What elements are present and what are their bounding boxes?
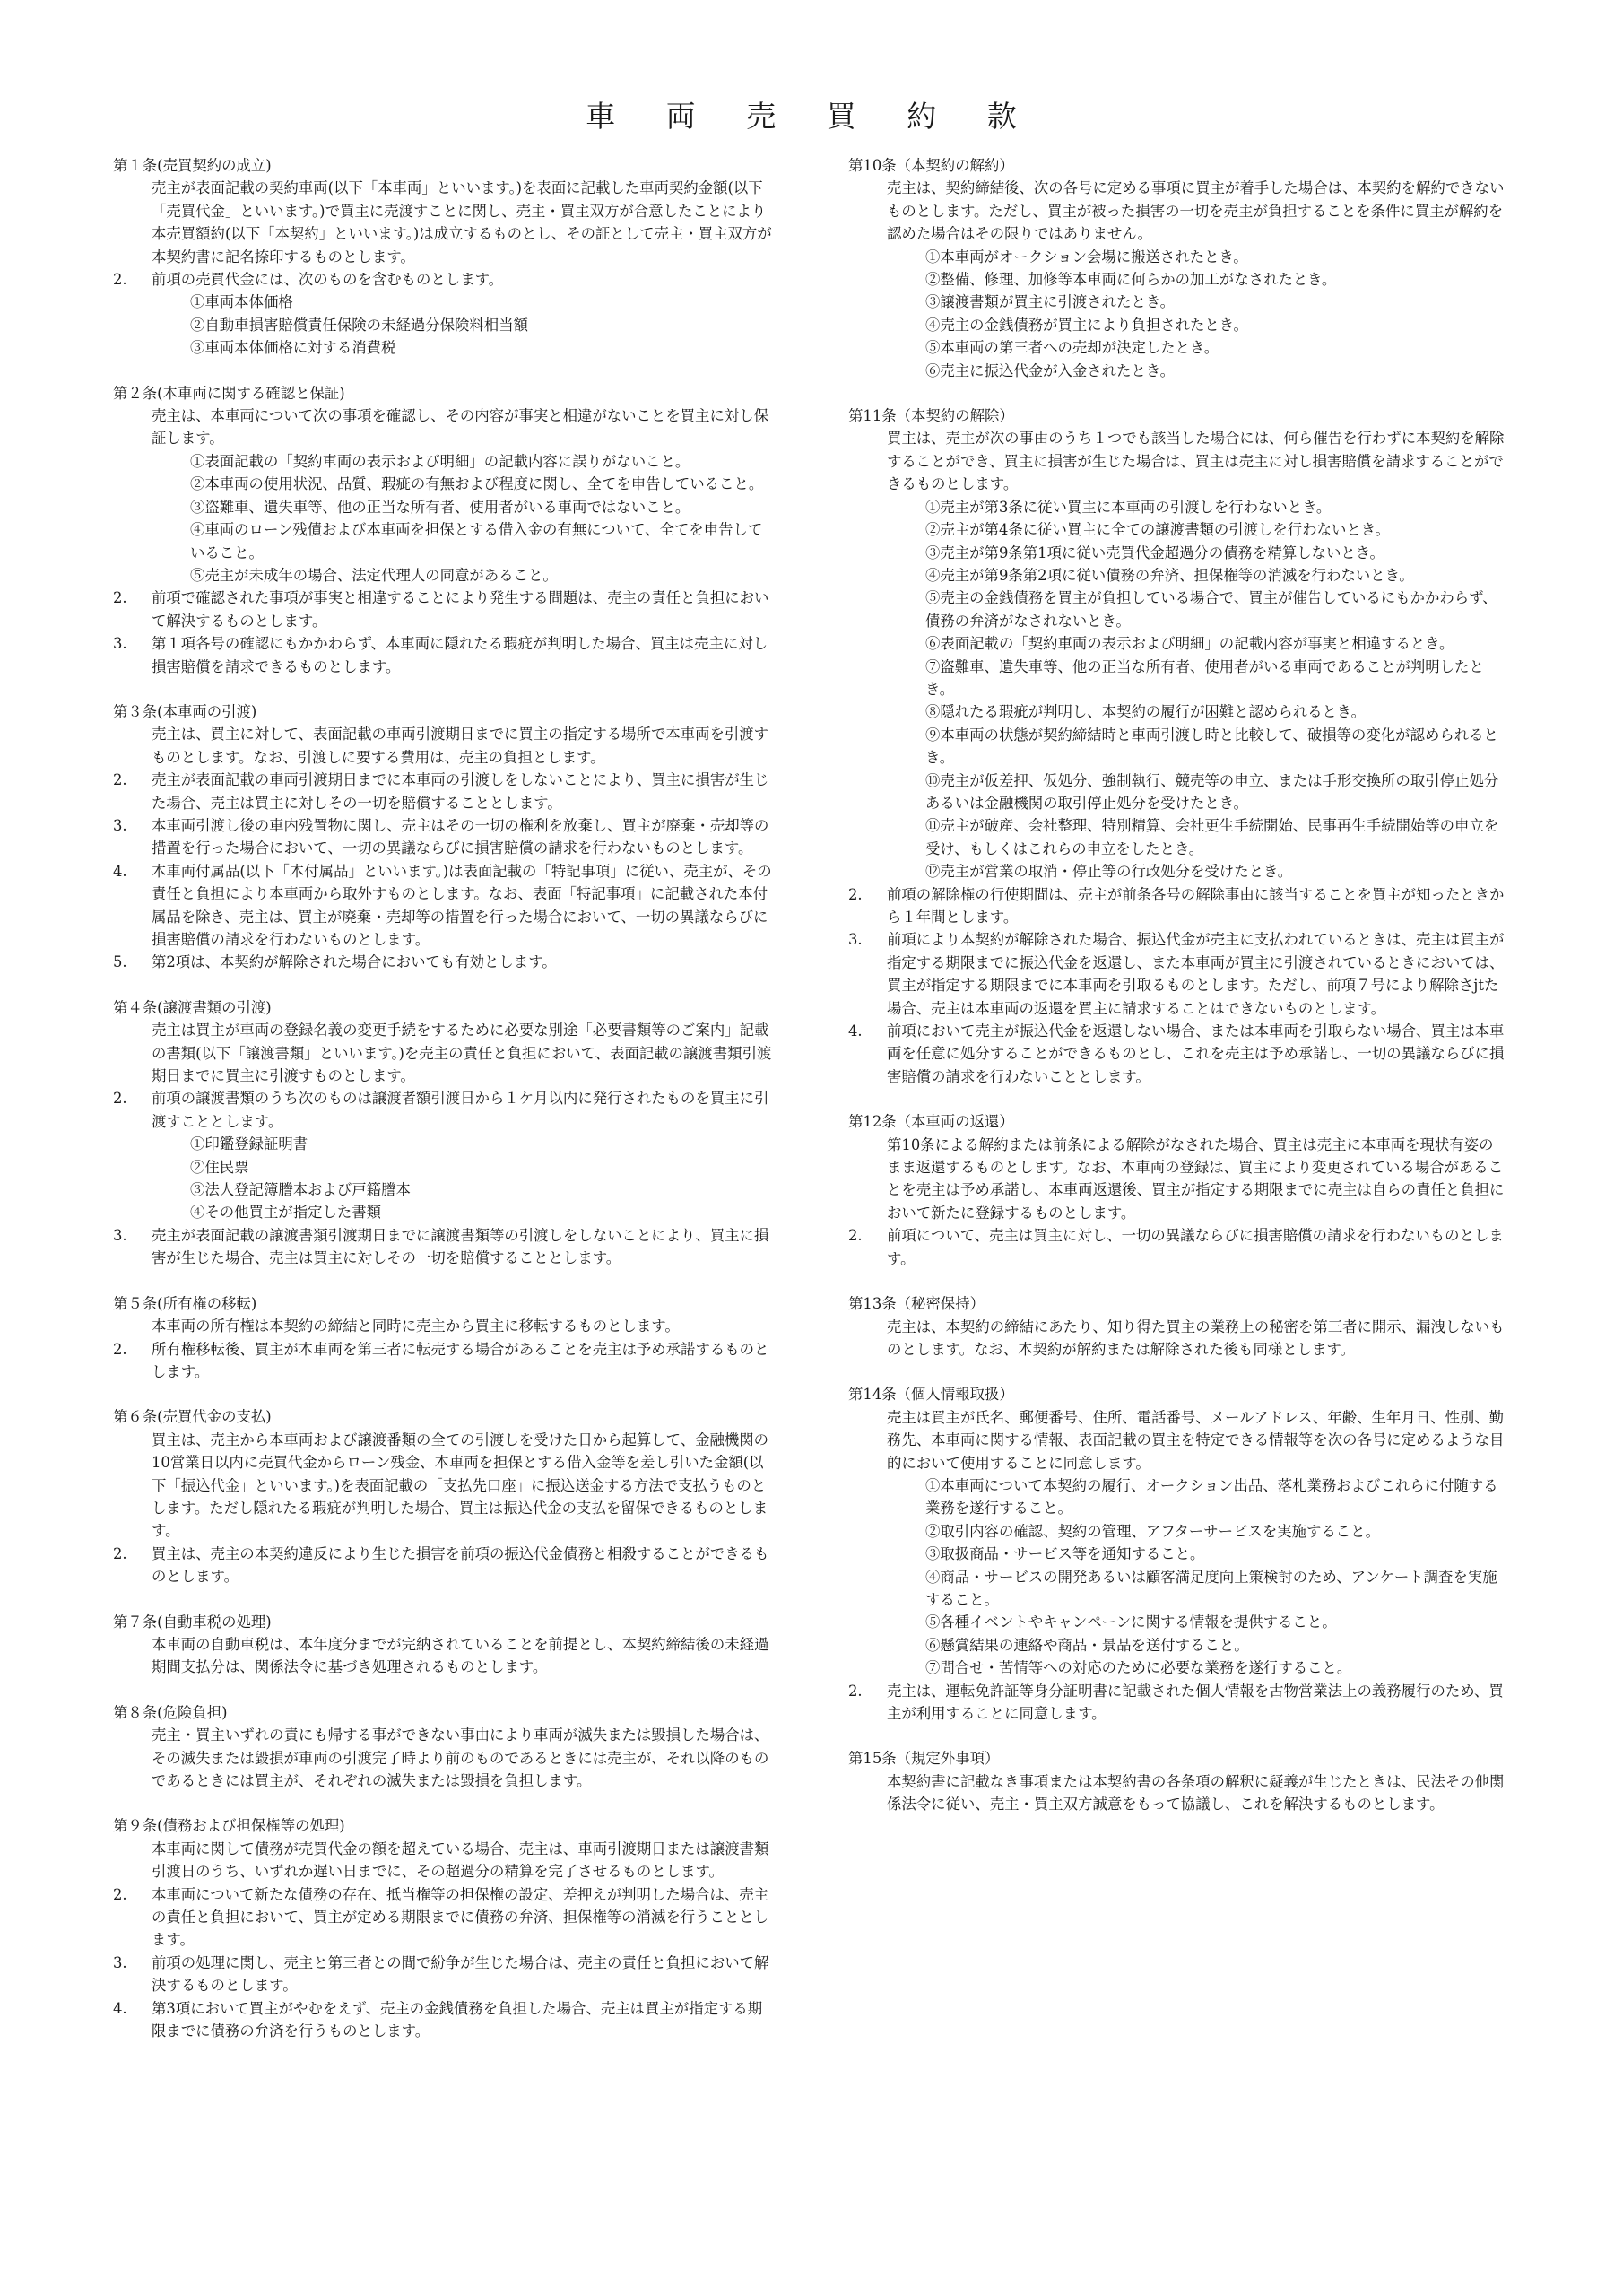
article <box>848 1110 1507 1270</box>
clause-text: 前項の譲渡書類のうち次のものは譲渡者額引渡日から１ケ月以内に発行されたものを買主に引渡すこととします。 <box>152 1090 769 1130</box>
clause-item: ①売主が第3条に従い買主に本車両の引渡しを行わないとき。 <box>925 498 1332 516</box>
clause-item: ⑤売主の金銭債務を買主が負担している場合で、買主が催告しているにもかかわらず、債務の弁済がなされないとき。 <box>925 589 1497 630</box>
clause-text: 買主は、売主から本車両および譲渡番類の全ての引渡しを受けた日から起算して、金融機関の10営業日以内に売買代金からローン残金、本車両を担保とする借入金等を差し引いた金額(以下「振込代金」といいます。)を表面記載の「支払先口座」に振込送金する方法で支払うものとします。ただし隠れたる瑕疵が判明した場合、買主は振込代金の支払を留保できるものとします。 <box>152 1431 769 1540</box>
clause-paragraph <box>848 1680 1507 1726</box>
document-title: 車 両 売 買 約 款 <box>586 99 1037 134</box>
clause-number: 3. <box>113 635 127 653</box>
clause-text: 売主は買主が車両の登録名義の変更手続をするために必要な別途「必要書類等のご案内」記載の書類(以下「譲渡書類」といいます。)を売主の責任と負担において、表面記載の譲渡書類引渡期日までに買主に引渡すものとします。 <box>152 1022 772 1085</box>
clause-number: 2. <box>848 1227 863 1245</box>
article-heading: 第11条（本契約の解除） <box>848 407 1014 425</box>
article <box>848 404 1507 1088</box>
clause-number: 3. <box>113 1226 127 1244</box>
article-heading: 第６条(売買代金の支払) <box>113 1408 272 1426</box>
article-heading: 第３条(本車両の引渡) <box>113 702 257 720</box>
clause-paragraph <box>113 1338 772 1384</box>
clause-paragraph <box>113 632 772 678</box>
clause-item: ⑤本車両の第三者への売却が決定したとき。 <box>925 339 1219 357</box>
clause-text: 本車両の自動車税は、本年度分までが完納されていることを前提とし、本契約締結後の未経過期間支払分は、関係法令に基づき処理されるものとします。 <box>152 1635 769 1676</box>
right-column <box>848 154 1507 1839</box>
clause-text: 売主は、本契約の締結にあたり、知り得た買主の業務上の秘密を第三者に開示、漏洩しないものとします。なお、本契約が解約または解除された後も同様とします。 <box>887 1318 1505 1358</box>
article-heading: 第９条(債務および担保権等の処理) <box>113 1817 345 1835</box>
clause-number: 2. <box>113 1090 127 1108</box>
clause-item: ④売主が第9条第2項に従い債務の弁済、担保権等の消滅を行わないとき。 <box>925 566 1414 584</box>
clause-item: ⑦問合せ・苦情等への対応のために必要な業務を遂行すること。 <box>925 1659 1352 1677</box>
clause-text: 売主は、買主に対して、表面記載の車両引渡期日までに買主の指定する場所で本車両を引渡すものとします。なお、引渡しに要する費用は、売主の負担とします。 <box>152 726 769 766</box>
clause-item: ②整備、修理、加修等本車両に何らかの加工がなされたとき。 <box>925 271 1337 289</box>
clause-item: ②自動車損害賠償責任保険の未経過分保険料相当額 <box>190 316 528 334</box>
clause-text: 本車両付属品(以下「本付属品」といいます。)は表面記載の「特記事項」に従い、売主が、その責任と負担により本車両から取外すものとします。なお、表面「特記事項」に記載された本付属品を除き、売主は、買主が廃棄・売却等の措置を行った場合において、一切の異議ならびに損害賠償の請求を行わないものとします。 <box>152 862 772 948</box>
clause-text: 所有権移転後、買主が本車両を第三者に転売する場合があることを売主は予め承諾するものとします。 <box>152 1340 769 1380</box>
clause-paragraph <box>848 177 1507 382</box>
clause-item: ④売主の金銭債務が買主により負担されたとき。 <box>925 316 1248 334</box>
clause-text: 本車両に関して債務が売買代金の額を超えている場合、売主は、車両引渡期日または譲渡書類引渡日のうち、いずれか遅い日までに、その超過分の精算を完了させるものとします。 <box>152 1839 769 1881</box>
article-heading: 第５条(所有権の移転) <box>113 1294 257 1312</box>
clause-number: 4. <box>113 862 127 880</box>
clause-text: 売主・買主いずれの責にも帰する事ができない事由により車両が滅失または毀損した場合は、その滅失または毀損が車両の引渡完了時より前のものであるときには売主が、それ以降のものであるときには買主が、それぞれの滅失または毀損を負担します。 <box>152 1726 769 1789</box>
clause-item-list <box>152 450 772 587</box>
clause-text: 買主は、売主が次の事由のうち１つでも該当した場合には、何ら催告を行わずに本契約を解除することができ、買主に損害が生じた場合は、買主は売主に対し損害賠償を請求することができるものとします。 <box>887 430 1505 493</box>
article <box>113 1292 772 1384</box>
clause-item: ①本車両がオークション会場に搬送されたとき。 <box>925 248 1248 265</box>
clause-paragraph <box>113 1019 772 1087</box>
article <box>113 154 772 360</box>
clause-text: 第10条による解約または前条による解除がなされた場合、買主は売主に本車両を現状有姿のまま返還するものとします。なお、本車両の登録は、買主により変更されている場合があることを売主は予め承諾し、本車両返還後、買主が指定する期限までに売主は自らの責任と負担において新たに登録するものとします。 <box>887 1135 1505 1222</box>
clause-paragraph <box>848 928 1507 1020</box>
clause-paragraph <box>113 1543 772 1588</box>
clause-item: ⑤売主が未成年の場合、法定代理人の同意があること。 <box>190 566 558 584</box>
clause-paragraph <box>113 860 772 952</box>
article <box>113 996 772 1270</box>
article-heading: 第12条（本車両の返還） <box>848 1113 1014 1131</box>
clause-paragraph <box>113 1633 772 1679</box>
clause-paragraph <box>848 1770 1507 1816</box>
clause-item: ③取扱商品・サービス等を通知すること。 <box>925 1545 1205 1563</box>
clause-paragraph <box>113 404 772 587</box>
clause-item: ⑦盗難車、遺失車等、他の正当な所有者、使用者がいる車両であることが判明したとき。 <box>925 657 1484 698</box>
clause-text: 前項の売買代金には、次のものを含むものとします。 <box>152 271 504 289</box>
clause-number: 3. <box>848 931 863 949</box>
clause-text: 本契約書に記載なき事項または本契約書の各条項の解釈に疑義が生じたときは、民法その他関係法令に従い、売主・買主双方誠意をもって協議し、これを解決するものとします。 <box>887 1772 1505 1813</box>
clause-number: 4. <box>848 1022 863 1040</box>
clause-item: ⑨本車両の状態が契約締結時と車両引渡し時と比較して、破損等の変化が認められるとき。 <box>925 726 1498 767</box>
clause-paragraph <box>113 177 772 268</box>
clause-number: 3. <box>113 1953 127 1971</box>
clause-paragraph <box>848 427 1507 883</box>
clause-item: ④商品・サービスの開発あるいは顧客満足度向上策検討のため、アンケート調査を実施すること。 <box>925 1568 1497 1608</box>
clause-item-list <box>887 1474 1507 1680</box>
clause-text: 第3項において買主がやむをえず、売主の金銭債務を負担した場合、売主は買主が指定する期限までに債務の弁済を行うものとします。 <box>152 1999 763 2040</box>
clause-paragraph <box>848 1134 1507 1225</box>
clause-text: 買主は、売主の本契約違反により生じた損害を前項の振込代金債務と相殺することができるものとします。 <box>152 1544 769 1586</box>
clause-number: 2. <box>848 885 863 903</box>
clause-paragraph <box>113 814 772 860</box>
clause-text: 売主は買主が氏名、郵便番号、住所、電話番号、メールアドレス、年齢、生年月日、性別、勤務先、本車両に関する情報、表面記載の買主を特定できる情報等を次の各号に定めるような目的において使用することに同意します。 <box>887 1408 1505 1472</box>
clause-text: 売主は、運転免許証等身分証明書に記載された個人情報を古物営業法上の義務履行のため、買主が利用することに同意します。 <box>887 1682 1504 1722</box>
clause-item: ⑧隠れたる瑕疵が判明し、本契約の履行が困難と認められるとき。 <box>925 703 1367 721</box>
clause-item: ④車両のローン残債および本車両を担保とする借入金の有無について、全てを申告していること。 <box>190 521 763 561</box>
clause-number: 2. <box>848 1682 863 1700</box>
clause-number: 2. <box>113 271 127 289</box>
clause-paragraph <box>113 769 772 814</box>
clause-number: 5. <box>113 953 127 971</box>
article-heading: 第１条(売買契約の成立) <box>113 157 272 174</box>
clause-item: ①印鑑登録証明書 <box>190 1135 308 1153</box>
clause-paragraph <box>113 1315 772 1337</box>
clause-paragraph <box>848 1406 1507 1680</box>
article <box>113 1701 772 1793</box>
clause-number: 2. <box>113 1885 127 1903</box>
clause-item: ③盗難車、遺失車等、他の正当な所有者、使用者がいる車両ではないこと。 <box>190 498 690 516</box>
clause-item: ⑥売主に振込代金が入金されたとき。 <box>925 361 1175 379</box>
article-heading: 第13条（秘密保持） <box>848 1295 985 1313</box>
article-heading: 第15条（規定外事項） <box>848 1750 1000 1768</box>
clause-number: 2. <box>113 1340 127 1358</box>
clause-item: ④その他買主が指定した書類 <box>190 1204 382 1222</box>
clause-text: 売主が表面記載の譲渡書類引渡期日までに譲渡書類等の引渡しをしないことにより、買主に損害が生じた場合、売主は買主に対しその一切を賠償することとします。 <box>152 1226 769 1267</box>
clause-text: 売主は、契約締結後、次の各号に定める事項に買主が着手した場合は、本契約を解約できないものとします。ただし、買主が被った損害の一切を売主が負担することを条件に買主が解約を認めた場合はその限りではありません。 <box>887 179 1505 243</box>
clause-text: 前項について、売主は買主に対し、一切の異議ならびに損害賠償の請求を行わないものとします。 <box>887 1227 1504 1267</box>
clause-paragraph <box>113 1429 772 1543</box>
clause-item: ⑫売主が営業の取消・停止等の行政処分を受けたとき。 <box>925 863 1293 881</box>
clause-item-list <box>152 291 772 359</box>
clause-item-list <box>887 496 1507 883</box>
article <box>848 1292 1507 1361</box>
article <box>848 154 1507 382</box>
clause-item: ①本車両について本契約の履行、オークション出品、落札業務およびこれらに付随する業務を遂行すること。 <box>925 1476 1498 1518</box>
article <box>113 1814 772 2042</box>
clause-item: ⑪売主が破産、会社整理、特別精算、会社更生手続開始、民事再生手続開始等の申立を受け、もしくはこれらの申立をしたとき。 <box>925 817 1499 857</box>
clause-item: ⑥懸賞結果の連絡や商品・景品を送付すること。 <box>925 1636 1249 1654</box>
clause-item: ①表面記載の「契約車両の表示および明細」の記載内容に誤りがないこと。 <box>190 452 690 470</box>
article <box>113 700 772 974</box>
clause-item: ①車両本体価格 <box>190 293 293 311</box>
clause-number: 2. <box>113 589 127 607</box>
clause-paragraph <box>113 268 772 360</box>
clause-paragraph <box>848 1020 1507 1088</box>
clause-item: ②取引内容の確認、契約の管理、アフターサービスを実施すること。 <box>925 1522 1380 1540</box>
clause-text: 本車両引渡し後の車内残置物に関し、売主はその一切の権利を放棄し、買主が廃棄・売却等の措置を行った場合において、一切の異議ならびに損害賠償の請求を行わないものとします。 <box>152 816 769 857</box>
article <box>848 1747 1507 1815</box>
clause-text: 売主が表面記載の契約車両(以下「本車両」といいます。)を表面に記載した車両契約金額(以下「売買代金」といいます。)で買主に売渡すことに関し、売主・買主双方が合意したことにより本売買額約(以下「本契約」といいます。)は成立するものとし、その証として売主・買主双方が本契約書に記名捺印するものとします。 <box>152 179 772 265</box>
clause-text: 売主が表面記載の車両引渡期日までに本車両の引渡しをしないことにより、買主に損害が生じた場合、売主は買主に対しその一切を賠償することとします。 <box>152 771 769 812</box>
clause-text: 第2項は、本契約が解除された場合においても有効とします。 <box>152 953 557 971</box>
clause-item: ③車両本体価格に対する消費税 <box>190 339 396 357</box>
clause-item: ⑥表面記載の「契約車両の表示および明細」の記載内容が事実と相違するとき。 <box>925 635 1454 653</box>
clause-text: 第１項各号の確認にもかかわらず、本車両に隠れたる瑕疵が判明した場合、買主は売主に対し損害賠償を請求できるものとします。 <box>152 635 768 675</box>
clause-item: ③譲渡書類が買主に引渡されたとき。 <box>925 293 1175 311</box>
clause-paragraph <box>113 587 772 632</box>
clause-item: ③売主が第9条第1項に従い売買代金超過分の債務を精算しないとき。 <box>925 544 1384 561</box>
clause-paragraph <box>848 1316 1507 1361</box>
clause-paragraph <box>113 1838 772 1883</box>
article <box>113 382 772 678</box>
clause-item: ②売主が第4条に従い買主に全ての譲渡書類の引渡しを行わないとき。 <box>925 521 1390 539</box>
clause-item: ③法人登記簿謄本および戸籍謄本 <box>190 1181 411 1199</box>
clause-paragraph <box>113 723 772 769</box>
clause-paragraph <box>113 1952 772 1997</box>
clause-paragraph <box>113 1883 772 1952</box>
article-heading: 第10条（本契約の解約） <box>848 157 1014 174</box>
clause-number: 4. <box>113 1999 127 2017</box>
article <box>848 1383 1507 1725</box>
clause-text: 本車両の所有権は本契約の締結と同時に売主から買主に移転するものとします。 <box>152 1318 680 1335</box>
clause-paragraph <box>848 883 1507 929</box>
clause-paragraph <box>113 951 772 973</box>
clause-item: ②本車両の使用状況、品質、瑕疵の有無および程度に関し、全てを申告していること。 <box>190 475 764 493</box>
clause-item: ⑤各種イベントやキャンペーンに関する情報を提供すること。 <box>925 1613 1337 1631</box>
clause-paragraph <box>113 1087 772 1223</box>
clause-text: 前項により本契約が解除された場合、振込代金が売主に支払われているときは、売主は買主が指定する期限までに振込代金を返還し、また本車両が買主に引渡されているときにおいては、買主が指定する期限までに本車両を引取るものとします。ただし、前項７号により解除さjtた場合、売主は本車両の返還を買主に請求することはできないものとします。 <box>887 931 1505 1017</box>
clause-item-list <box>152 1133 772 1224</box>
clause-text: 前項で確認された事項が事実と相違することにより発生する問題は、売主の責任と負担において解決するものとします。 <box>152 589 769 630</box>
clause-text: 前項の解除権の行使期間は、売主が前条各号の解除事由に該当することを買主が知ったときから１年間とします。 <box>887 885 1505 926</box>
clause-number: 2. <box>113 771 127 789</box>
article <box>113 1405 772 1587</box>
article-heading: 第14条（個人情報取扱） <box>848 1386 1014 1404</box>
clause-number: 2. <box>113 1544 127 1562</box>
left-column <box>113 154 772 2065</box>
clause-item: ②住民票 <box>190 1158 249 1176</box>
clause-paragraph <box>113 1224 772 1270</box>
article-heading: 第４条(譲渡書類の引渡) <box>113 998 272 1016</box>
clause-paragraph <box>848 1224 1507 1270</box>
clause-item: ⑩売主が仮差押、仮処分、強制執行、競売等の申立、または手形交換所の取引停止処分あるいは金融機関の取引停止処分を受けたとき。 <box>925 771 1499 812</box>
clause-number: 3. <box>113 816 127 834</box>
clause-text: 前項の処理に関し、売主と第三者との間で紛争が生じた場合は、売主の責任と負担において解決するものとします。 <box>152 1953 769 1995</box>
clause-text: 売主は、本車両について次の事項を確認し、その内容が事実と相違がないことを買主に対し保証します。 <box>152 407 769 448</box>
clause-paragraph <box>113 1724 772 1792</box>
clause-item-list <box>887 246 1507 382</box>
clause-text: 本車両について新たな債務の存在、抵当権等の担保権の設定、差押えが判明した場合は、売主の責任と負担において、買主が定める期限までに債務の弁済、担保権等の消滅を行うこととします。 <box>152 1885 769 1949</box>
article-heading: 第２条(本車両に関する確認と保証) <box>113 384 345 402</box>
clause-text: 前項において売主が振込代金を返還しない場合、または本車両を引取らない場合、買主は本車両を任意に処分することができるものとし、これを売主は予め承諾し、一切の異議ならびに損害賠償の請求を行わないこととします。 <box>887 1022 1505 1085</box>
article <box>113 1611 772 1679</box>
article-heading: 第７条(自動車税の処理) <box>113 1613 272 1631</box>
article-heading: 第８条(危険負担) <box>113 1703 228 1721</box>
clause-paragraph <box>113 1997 772 2043</box>
